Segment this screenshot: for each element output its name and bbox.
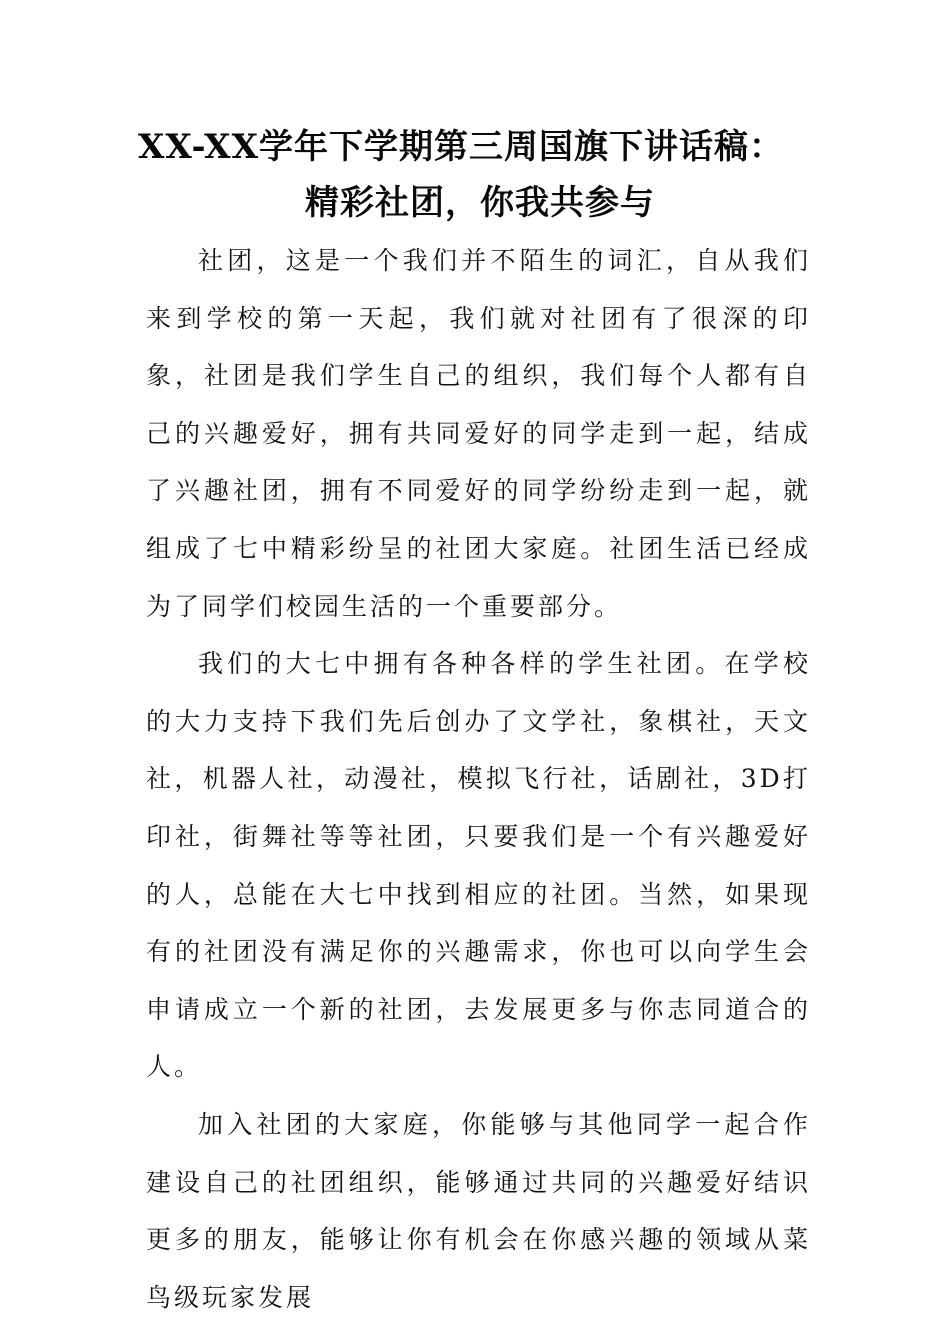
paragraph-1: 社团，这是一个我们并不陌生的词汇，自从我们来到学校的第一天起，我们就对社团有了很深的印象，社团是我们学生自己的组织，我们每个人都有自己的兴趣爱好，拥有共同爱好的同学走到一起，结成了兴趣社团，拥有不同爱好的同学纷纷走到一起，就组成了七中精彩纷呈的社团大家庭。社团生活已经成为了同学们校园生活的一个重要部分。	[146, 246, 811, 621]
paragraph-2: 我们的大七中拥有各种各样的学生社团。在学校的大力支持下我们先后创办了文学社，象棋社，天文社，机器人社，动漫社，模拟飞行社，话剧社，3D打印社，街舞社等等社团，只要我们是一个有兴趣爱好的人，总能在大七中找到相应的社团。当然，如果现有的社团没有满足你的兴趣需求，你也可以向学生会申请成立一个新的社团，去发展更多与你志同道合的人。	[146, 649, 811, 1082]
paragraph-3: 加入社团的大家庭，你能够与其他同学一起合作建设自己的社团组织，能够通过共同的兴趣爱好结识更多的朋友，能够让你有机会在你感兴趣的领域从菜鸟级玩家发展	[146, 1109, 811, 1312]
title-line-2: 精彩社团，你我共参与	[305, 183, 655, 223]
title-line-1: XX-XX学年下学期第三周国旗下讲话稿：	[138, 127, 784, 167]
document-body	[146, 232, 811, 1326]
